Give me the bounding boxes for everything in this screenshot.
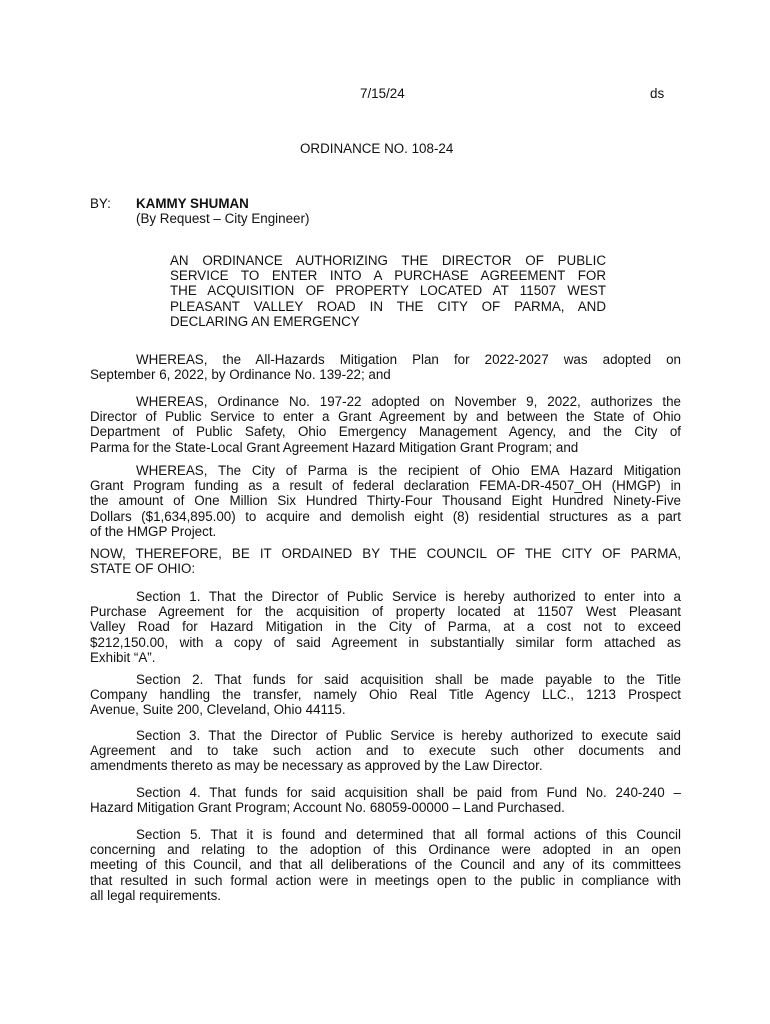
paragraph-line: WHEREAS, The City of Parma is the recipient of Ohio EMA Hazard Mitigation [136,463,681,478]
paragraph-line: Parma for the State-Local Grant Agreement Hazard Mitigation Grant Program; and [90,439,579,455]
paragraph-line: STATE OF OHIO: [90,561,196,577]
paragraph-line: Department of Public Safety, Ohio Emergency Management Agency, and the City of [90,424,681,440]
paragraph-line: Section 5. That it is found and determined that all formal actions of this Council [136,827,681,842]
document-date: 7/15/24 [360,86,405,101]
paragraph-line: Section 2. That funds for said acquisition shall be made payable to the Title [136,672,681,687]
paragraph-line: Grant Program funding as a result of federal declaration FEMA-DR-4507_OH (HMGP) in [90,478,681,494]
paragraph-line: Avenue, Suite 200, Cleveland, Ohio 44115. [90,702,346,718]
title-line: PLEASANT VALLEY ROAD IN THE CITY OF PARMA, AND [170,298,606,314]
paragraph-line: meeting of this Council, and that all deliberations of the Council and any of its committees [90,857,681,873]
section-5 [90,827,681,903]
paragraph-line: all legal requirements. [90,887,221,903]
paragraph-line: Dollars ($1,634,895.00) to acquire and demolish eight (8) residential structures as a part [90,508,681,524]
paragraph-line: Section 1. That the Director of Public Service is hereby authorized to enter into a [136,589,681,604]
paragraph-line: Valley Road for Hazard Mitigation in the City of Parma, at a cost not to exceed [90,619,681,635]
section-4 [90,785,681,815]
paragraph-line: Director of Public Service to enter a Grant Agreement by and between the State of Ohio [90,409,681,425]
ordinance-number: ORDINANCE NO. 108-24 [300,141,454,156]
paragraph-line: Agreement and to take such action and to execute such other documents and [90,743,681,759]
paragraph-line: that resulted in such formal action were in meetings open to the public in compliance with [90,872,681,888]
paragraph-line: the amount of One Million Six Hundred Thirty-Four Thousand Eight Hundred Ninety-Five [90,493,681,509]
section-2 [90,672,681,718]
whereas-paragraph-1 [90,352,681,382]
document-initials: ds [650,86,665,101]
sponsor-name: KAMMY SHUMAN [136,196,249,211]
ordaining-clause [90,546,681,576]
paragraph-line: September 6, 2022, by Ordinance No. 139-22; and [90,367,391,383]
sponsor-request: (By Request – City Engineer) [136,211,310,226]
paragraph-line: Section 3. That the Director of Public Service is hereby authorized to execute said [136,728,681,743]
by-label: BY: [90,196,111,211]
title-line: THE ACQUISITION OF PROPERTY LOCATED AT 11507 WEST [170,283,606,299]
title-line: SERVICE TO ENTER INTO A PURCHASE AGREEMENT FOR [170,268,606,284]
paragraph-line: concerning and relating to the adoption of this Ordinance were adopted in an open [90,842,681,858]
whereas-paragraph-2 [90,394,681,455]
section-3 [90,728,681,774]
paragraph-line: $212,150.00, with a copy of said Agreement in substantially similar form attached as [90,634,681,650]
paragraph-line: NOW, THEREFORE, BE IT ORDAINED BY THE COUNCIL OF THE CITY OF PARMA, [90,546,681,561]
paragraph-line: Company handling the transfer, namely Ohio Real Title Agency LLC., 1213 Prospect [90,687,681,703]
title-line: AN ORDINANCE AUTHORIZING THE DIRECTOR OF PUBLIC [170,253,606,268]
paragraph-line: WHEREAS, the All-Hazards Mitigation Plan for 2022-2027 was adopted on [136,352,681,367]
paragraph-line: Purchase Agreement for the acquisition of property located at 11507 West Pleasant [90,604,681,620]
whereas-paragraph-3 [90,463,681,539]
paragraph-line: amendments thereto as may be necessary as approved by the Law Director. [90,758,543,774]
paragraph-line: of the HMGP Project. [90,523,217,539]
paragraph-line: WHEREAS, Ordinance No. 197-22 adopted on November 9, 2022, authorizes the [136,394,681,409]
paragraph-line: Hazard Mitigation Grant Program; Account No. 68059-00000 – Land Purchased. [90,800,565,816]
title-line: DECLARING AN EMERGENCY [170,313,360,329]
paragraph-line: Section 4. That funds for said acquisition shall be paid from Fund No. 240-240 – [136,785,681,800]
section-1 [90,589,681,665]
ordinance-title [170,253,606,329]
paragraph-line: Exhibit “A”. [90,649,156,665]
